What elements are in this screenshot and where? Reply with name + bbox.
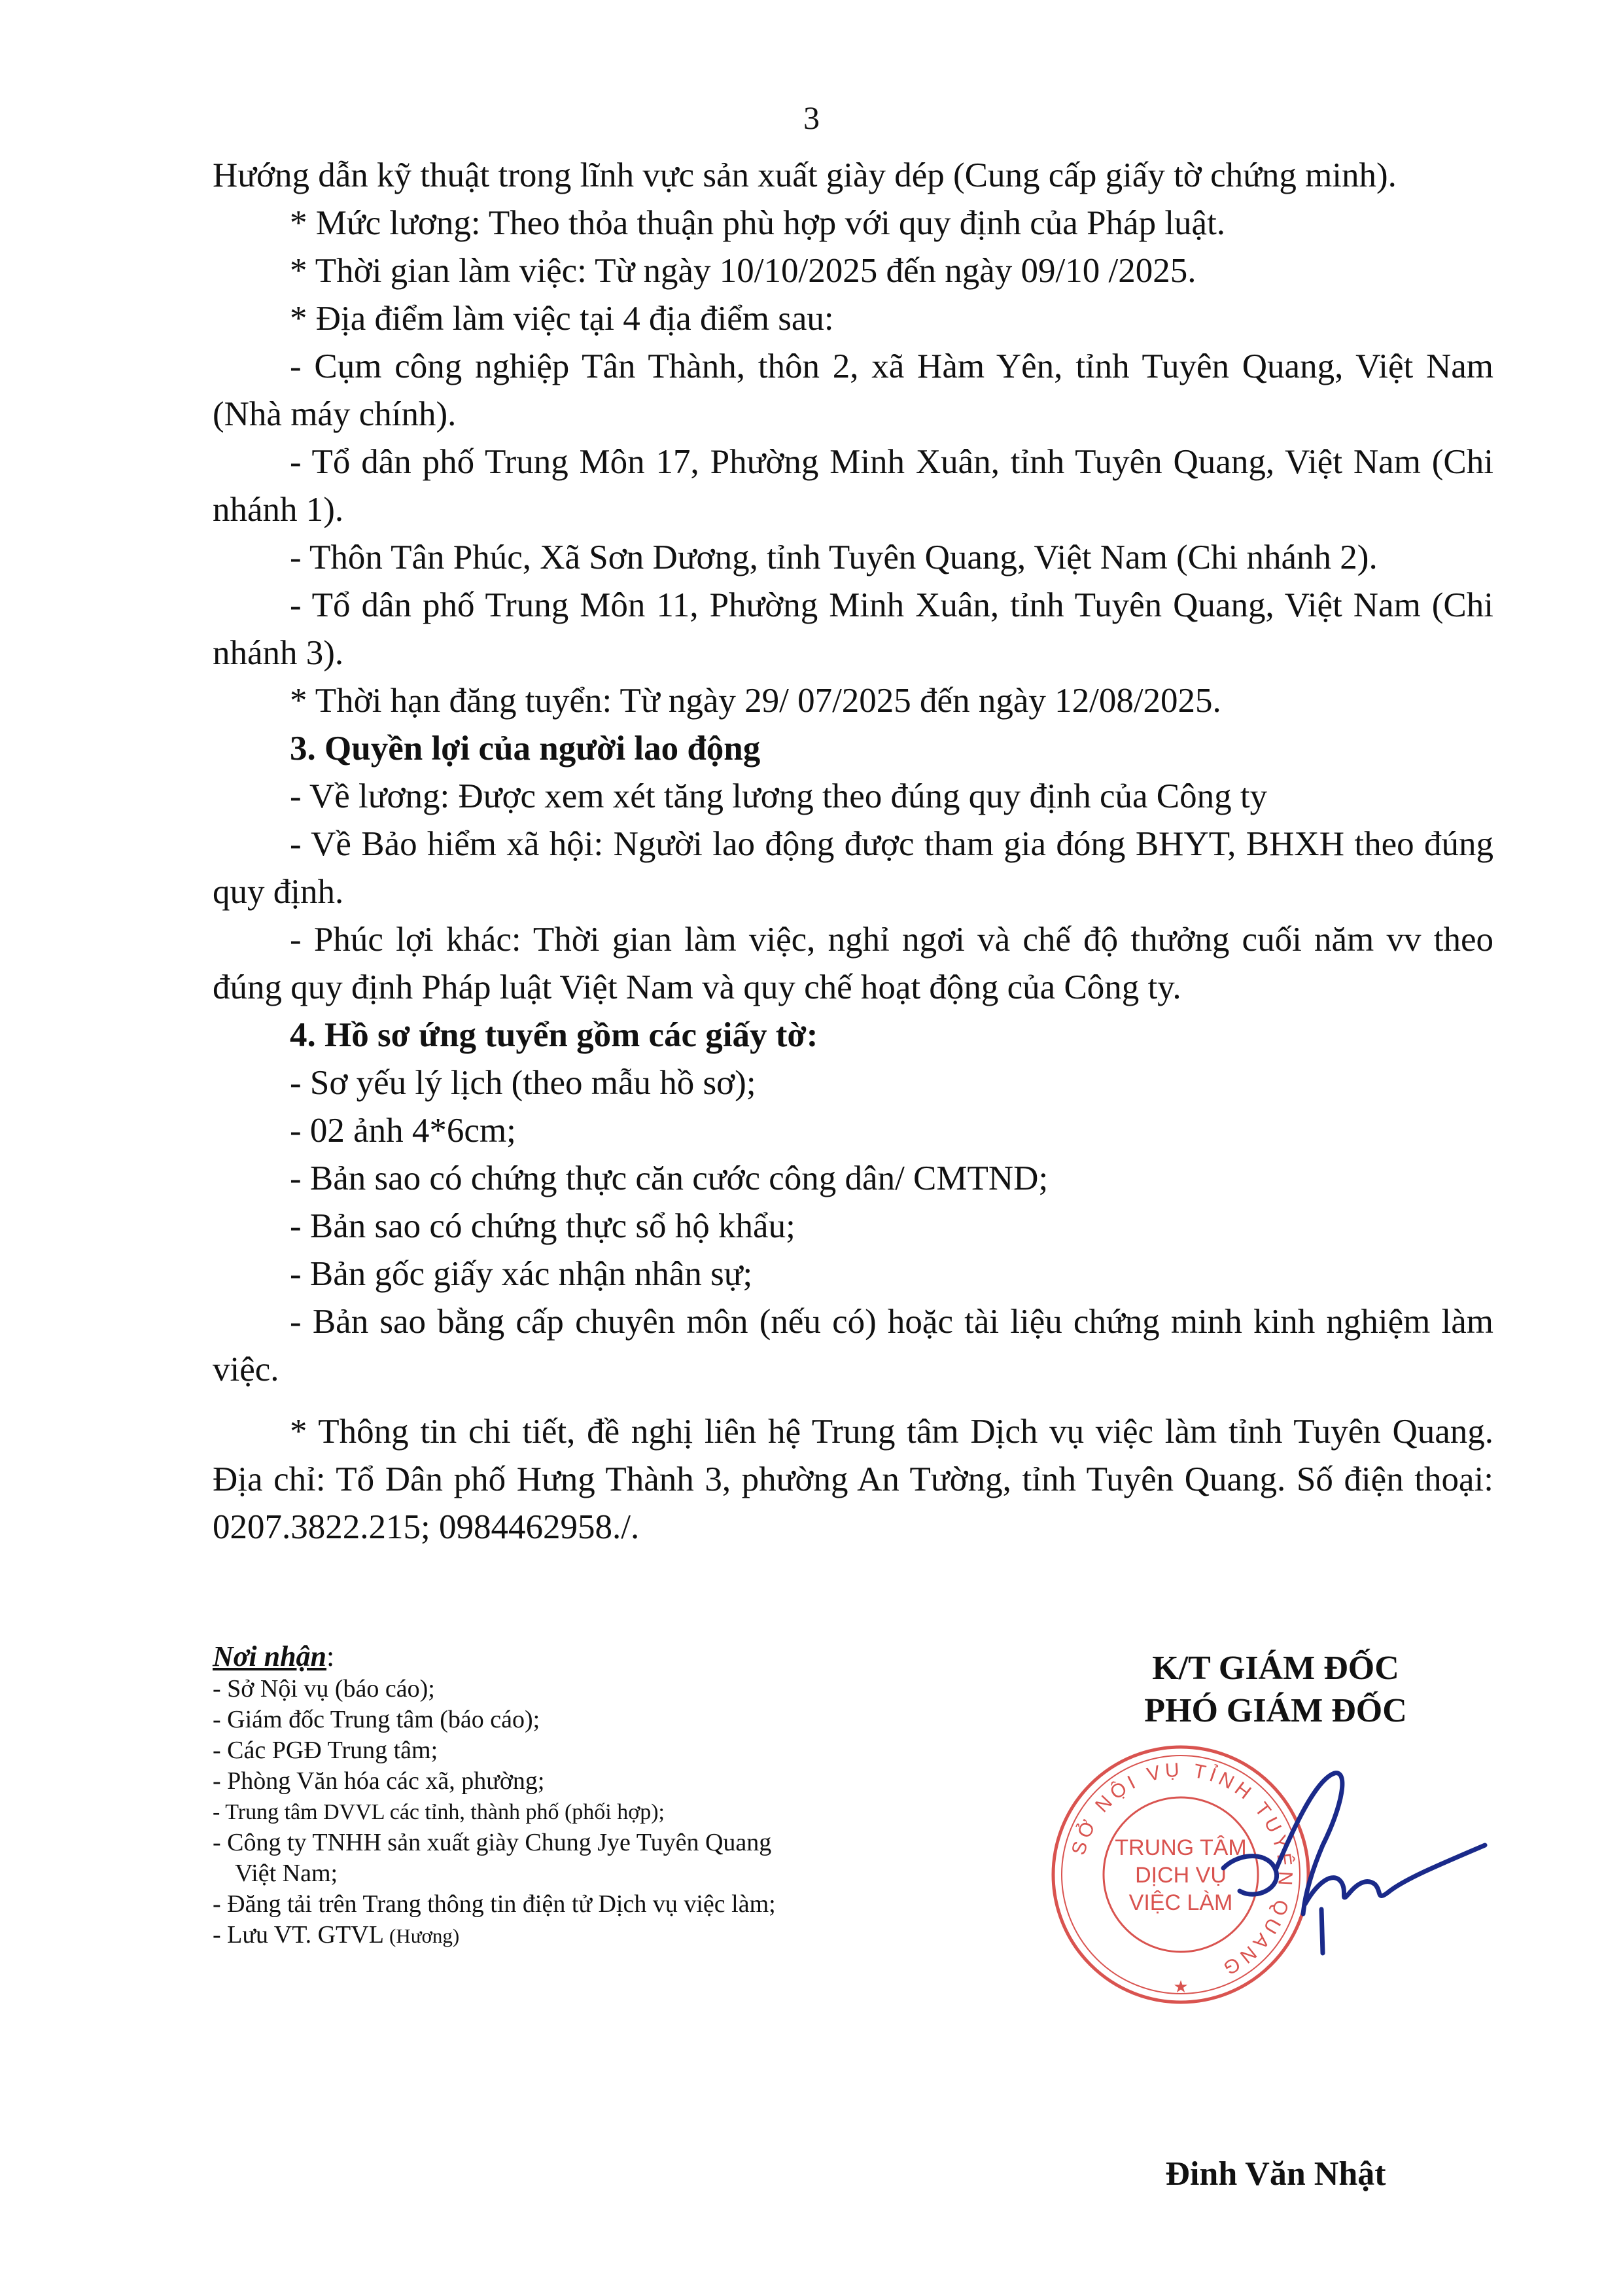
recipient-item: - Đăng tải trên Trang thông tin điện tử Dịch vụ việc làm; bbox=[213, 1890, 776, 1918]
section-heading-documents: 4. Hồ sơ ứng tuyển gồm các giấy tờ: bbox=[290, 1016, 818, 1054]
location-branch-2: - Thôn Tân Phúc, Xã Sơn Dương, tỉnh Tuyên Quang, Việt Nam (Chi nhánh 2). bbox=[290, 539, 1378, 576]
seal-inner-line-3: VIỆC LÀM bbox=[1128, 1890, 1233, 1915]
document-item-household-copy: - Bản sao có chứng thực sổ hộ khẩu; bbox=[290, 1207, 795, 1245]
signatory-name: Đinh Văn Nhật bbox=[1165, 2155, 1386, 2193]
recipient-item: - Giám đốc Trung tâm (báo cáo); bbox=[213, 1706, 540, 1733]
recipients-title-colon: : bbox=[326, 1640, 335, 1672]
document-item-hr-confirmation: - Bản gốc giấy xác nhận nhân sự; bbox=[290, 1255, 753, 1293]
paragraph-working-time: * Thời gian làm việc: Từ ngày 10/10/2025 đến ngày 09/10 /2025. bbox=[290, 252, 1196, 290]
document-body bbox=[213, 152, 1493, 1551]
recipients-title: Nơi nhận bbox=[213, 1640, 327, 1672]
recipient-item-archive bbox=[213, 1920, 932, 1951]
signature-title-line-2: PHÓ GIÁM ĐỐC bbox=[1144, 1692, 1407, 1729]
recipient-item: - Sở Nội vụ (báo cáo); bbox=[213, 1675, 435, 1703]
recipient-item-continuation: Việt Nam; bbox=[235, 1860, 338, 1887]
seal-inner-line-1: TRUNG TÂM bbox=[1115, 1835, 1247, 1860]
section-heading-benefits: 3. Quyền lợi của người lao động bbox=[290, 730, 761, 768]
benefit-insurance: - Về Bảo hiểm xã hội: Người lao động được tham gia đóng BHYT, BHXH theo đúng quy định. bbox=[213, 825, 1493, 911]
recipients-title-line bbox=[213, 1641, 932, 1674]
page-number: 3 bbox=[803, 99, 820, 136]
seal-outer-text: SỞ NỘI VỤ TỈNH TUYÊN QUANG bbox=[1068, 1759, 1297, 1981]
seal-inner-line-2: DỊCH VỤ bbox=[1135, 1863, 1227, 1888]
recipient-item: - Các PGĐ Trung tâm; bbox=[213, 1737, 438, 1764]
benefit-other: - Phúc lợi khác: Thời gian làm việc, nghỉ ngơi và chế độ thưởng cuối năm vv theo đúng quy định Pháp luật Việt Nam và quy chế hoạt động của Công ty. bbox=[213, 921, 1493, 1006]
location-branch-3: - Tổ dân phố Trung Môn 11, Phường Minh Xuân, tỉnh Tuyên Quang, Việt Nam (Chi nhánh 3). bbox=[213, 586, 1493, 672]
seal-star-icon: ★ bbox=[1173, 1977, 1189, 1996]
document-item-id-copy: - Bản sao có chứng thực căn cước công dân/ CMTND; bbox=[290, 1159, 1049, 1197]
paragraph-registration-period: * Thời hạn đăng tuyển: Từ ngày 29/ 07/2025 đến ngày 12/08/2025. bbox=[290, 682, 1221, 720]
recipient-item: - Trung tâm DVVL các tỉnh, thành phố (phối hợp); bbox=[213, 1800, 665, 1824]
recipient-archive-suffix: (Hương) bbox=[389, 1924, 460, 1947]
paragraph-salary: * Mức lương: Theo thỏa thuận phù hợp với quy định của Pháp luật. bbox=[290, 204, 1226, 242]
signature-title-line-1: K/T GIÁM ĐỐC bbox=[1152, 1650, 1399, 1687]
handwritten-signature bbox=[1178, 1754, 1492, 1956]
document-item-cv: - Sơ yếu lý lịch (theo mẫu hồ sơ); bbox=[290, 1064, 756, 1102]
recipient-item: - Công ty TNHH sản xuất giày Chung Jye Tuyên Quang bbox=[213, 1829, 772, 1856]
recipients-block bbox=[213, 1641, 932, 1951]
benefit-salary: - Về lương: Được xem xét tăng lương theo đúng quy định của Công ty bbox=[290, 777, 1268, 815]
document-item-photos: - 02 ảnh 4*6cm; bbox=[290, 1112, 516, 1150]
document-item-degree-copy: - Bản sao bằng cấp chuyên môn (nếu có) hoặc tài liệu chứng minh kinh nghiệm làm việc. bbox=[213, 1303, 1493, 1388]
recipient-item: - Phòng Văn hóa các xã, phường; bbox=[213, 1767, 545, 1795]
paragraph-contact-info: * Thông tin chi tiết, đề nghị liên hệ Trung tâm Dịch vụ việc làm tỉnh Tuyên Quang. Địa chỉ: Tổ Dân phố Hưng Thành 3, phường An Tường, tỉnh Tuyên Quang. Số điện thoại: 0207.3822.215; 0984462958./. bbox=[213, 1413, 1493, 1546]
recipient-archive-label: - Lưu VT. GTVL bbox=[213, 1921, 383, 1949]
paragraph-training: Hướng dẫn kỹ thuật trong lĩnh vực sản xuất giày dép (Cung cấp giấy tờ chứng minh). bbox=[213, 156, 1397, 194]
paragraph-locations-intro: * Địa điểm làm việc tại 4 địa điểm sau: bbox=[290, 300, 834, 338]
location-main-factory: - Cụm công nghiệp Tân Thành, thôn 2, xã Hàm Yên, tỉnh Tuyên Quang, Việt Nam (Nhà máy chính). bbox=[213, 347, 1493, 433]
location-branch-1: - Tổ dân phố Trung Môn 17, Phường Minh Xuân, tỉnh Tuyên Quang, Việt Nam (Chi nhánh 1). bbox=[213, 443, 1493, 529]
